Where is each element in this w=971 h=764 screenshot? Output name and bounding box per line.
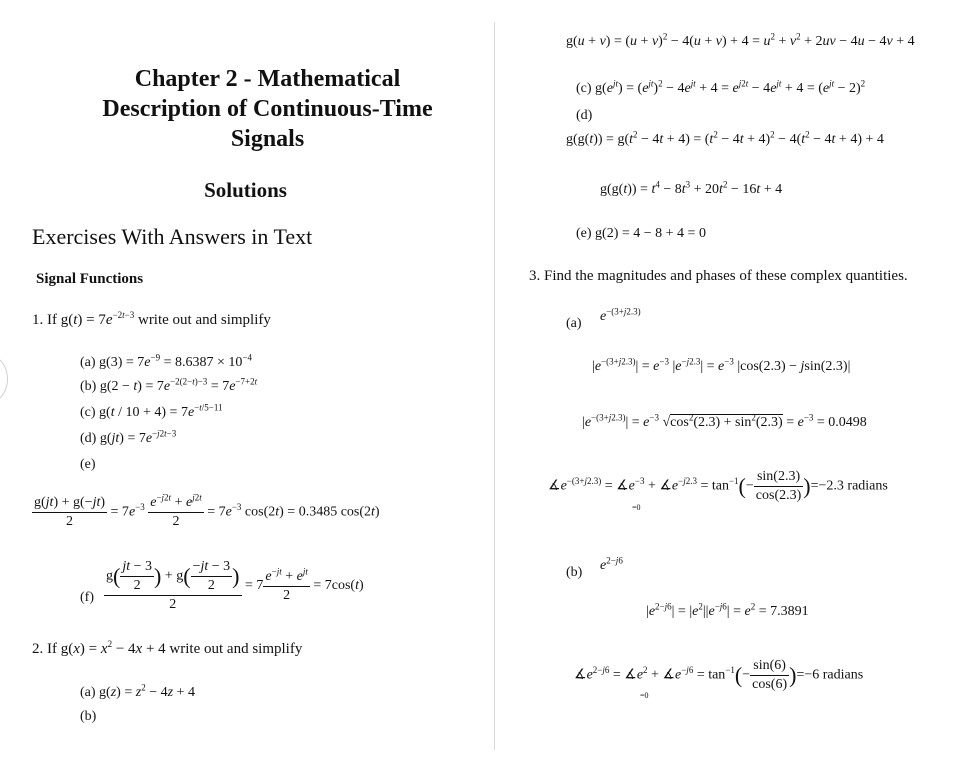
p3-a-phase: $∡e^{-(3+j2.3)}$ = $∡e^{-3}$ + $∡e^{-j2.3} = \tan^{-1}(-$ $\frac{\sin(2.3)}{\cos(2.3)}$ )=−2.3 radians — [548, 469, 888, 503]
chapter-title-line-2: Description of Continuous-Time — [102, 96, 433, 122]
radians-a: =−2.3 radians — [810, 478, 888, 494]
label-c: (c) — [576, 81, 592, 96]
problem-2-instruction: write out and simplify — [169, 641, 303, 657]
p3-a-expr: $e^{-(3+j2.3)}$ — [600, 306, 641, 324]
label-b: (b) — [80, 379, 97, 394]
p2-d-equation-1: $g(g(t)) = g(t^2 - 4t + 4) = (t^2 - 4t + 4)^2 - 4(t^2 - 4t + 4) + 4$ — [566, 129, 884, 147]
problem-2-number: 2. If — [32, 641, 57, 657]
problem-1: 1. If $g(t) = 7e^{-2t-3}$ write out and simplify — [32, 310, 271, 328]
label-c: (c) — [80, 405, 96, 420]
p1-part-d: (d) $g(jt) = 7e^{-j2t-3}$ — [80, 428, 177, 446]
p1-f-equation: g( $\frac{jt - 3}{2}$ ) + g( $\frac{-jt - 3}{2}$ ) 2 = 7 $\frac{e^{-jt} + e^{jt}}{2}$ = 7cos(t) — [106, 559, 364, 612]
mag-result-a: = 0.0498 — [816, 415, 867, 430]
problem-2: 2. If $g(x) = x^2 - 4x + 4$ write out and simplify — [32, 639, 303, 657]
zero-label-b: =0 — [640, 691, 649, 700]
chapter-title-line-1: Chapter 2 - Mathematical — [134, 66, 401, 92]
p1-part-b: (b) $g(2 - t) = 7e^{-2(2-t)-3} = 7e^{-7+2t}$ — [80, 376, 258, 394]
p2-part-a: (a) $g(z) = z^2 - 4z + 4$ — [80, 682, 195, 700]
label-e: (e) — [80, 457, 96, 472]
zero-label-a: =0 — [632, 503, 641, 512]
p2-b-equation: $g(u + v) = (u + v)^2 - 4(u + v) + 4 = u^2 + v^2 + 2uv - 4u - 4v + 4$ — [566, 31, 915, 49]
section-title: Exercises With Answers in Text — [32, 224, 313, 249]
p3-a-mag-1: $|e^{-(3+j2.3)}| = e^{-3}$ $|e^{-j2.3}| = e^{-3}$ |cos(2.3) − jsin(2.3)| — [592, 356, 851, 374]
subsection-title: Signal Functions — [36, 271, 144, 287]
label-f: (f) — [80, 590, 94, 605]
p3-b-phase: $∡e^{2-j6}$ = $∡e^2$ + $∡e^{-j6} = \tan^{-1}(-$ $\frac{\sin(6)}{\cos(6)}$ )=−6 radians — [574, 658, 864, 692]
problem-3: 3. Find the magnitudes and phases of these complex quantities. — [529, 268, 908, 284]
p1-part-e — [80, 456, 96, 474]
label-b: (b) — [80, 709, 97, 724]
label-a: (a) — [80, 685, 96, 700]
chapter-title-line-3: Signals — [230, 126, 305, 152]
p3-a-mag-2: $|e^{-(3+j2.3)}| = e^{-3}$ $√\cos^2(2.3) + \sin^2(2.3) = e^{-3} = 0.0498$ — [582, 412, 867, 430]
chapter-title — [40, 64, 495, 154]
p1-part-c: (c) $g(t / 10 + 4) = 7e^{-t/5-11}$ — [80, 402, 223, 420]
label-a: (a) — [566, 316, 582, 331]
problem-1-instruction: write out and simplify — [137, 312, 271, 328]
mag-result-b: = 7.3891 — [758, 604, 809, 619]
problem-1-number: 1. If — [32, 312, 57, 328]
radians-b: =−6 radians — [796, 667, 864, 683]
label-d: (d) — [80, 431, 97, 446]
label-e: (e) — [576, 226, 592, 241]
solutions-heading: Solutions — [204, 178, 287, 202]
p2-part-e: (e) g(2) = 4 − 8 + 4 = 0 — [576, 226, 706, 241]
p3-b-mag: $|e^{2-j6}| = |e^2||e^{-j6}| = e^2 = 7.3891$ — [646, 601, 809, 619]
p1-part-a: (a) $g(3) = 7e^{-9} = 8.6387 \times 10^{-4}$ — [80, 352, 252, 370]
label-a: (a) — [80, 355, 96, 370]
label-d: (d) — [576, 108, 593, 123]
p1-e-equation: $\frac{g(jt) + g(-jt)}{2}$ = $7e^{-3}$ $\frac{e^{-j2t} + e^{j2t}}{2}$ = $7e^{-3}$ cos(2t) = 0.3485 cos(2t) — [34, 492, 380, 529]
p2-part-c: (c) $g(e^{jt}) = (e^{jt})^2 - 4e^{jt} + 4 = e^{j2t} - 4e^{jt} + 4 = (e^{jt} - 2)^2$ — [576, 78, 866, 96]
label-b: (b) — [566, 565, 583, 580]
edge-decoration — [0, 356, 8, 402]
p2-d-equation-2: $g(g(t)) = t^4 - 8t^3 + 20t^2 - 16t + 4$ — [600, 179, 783, 197]
p3-b-expr: $e^{2-j6}$ — [600, 555, 623, 573]
p2-part-b — [80, 708, 96, 726]
